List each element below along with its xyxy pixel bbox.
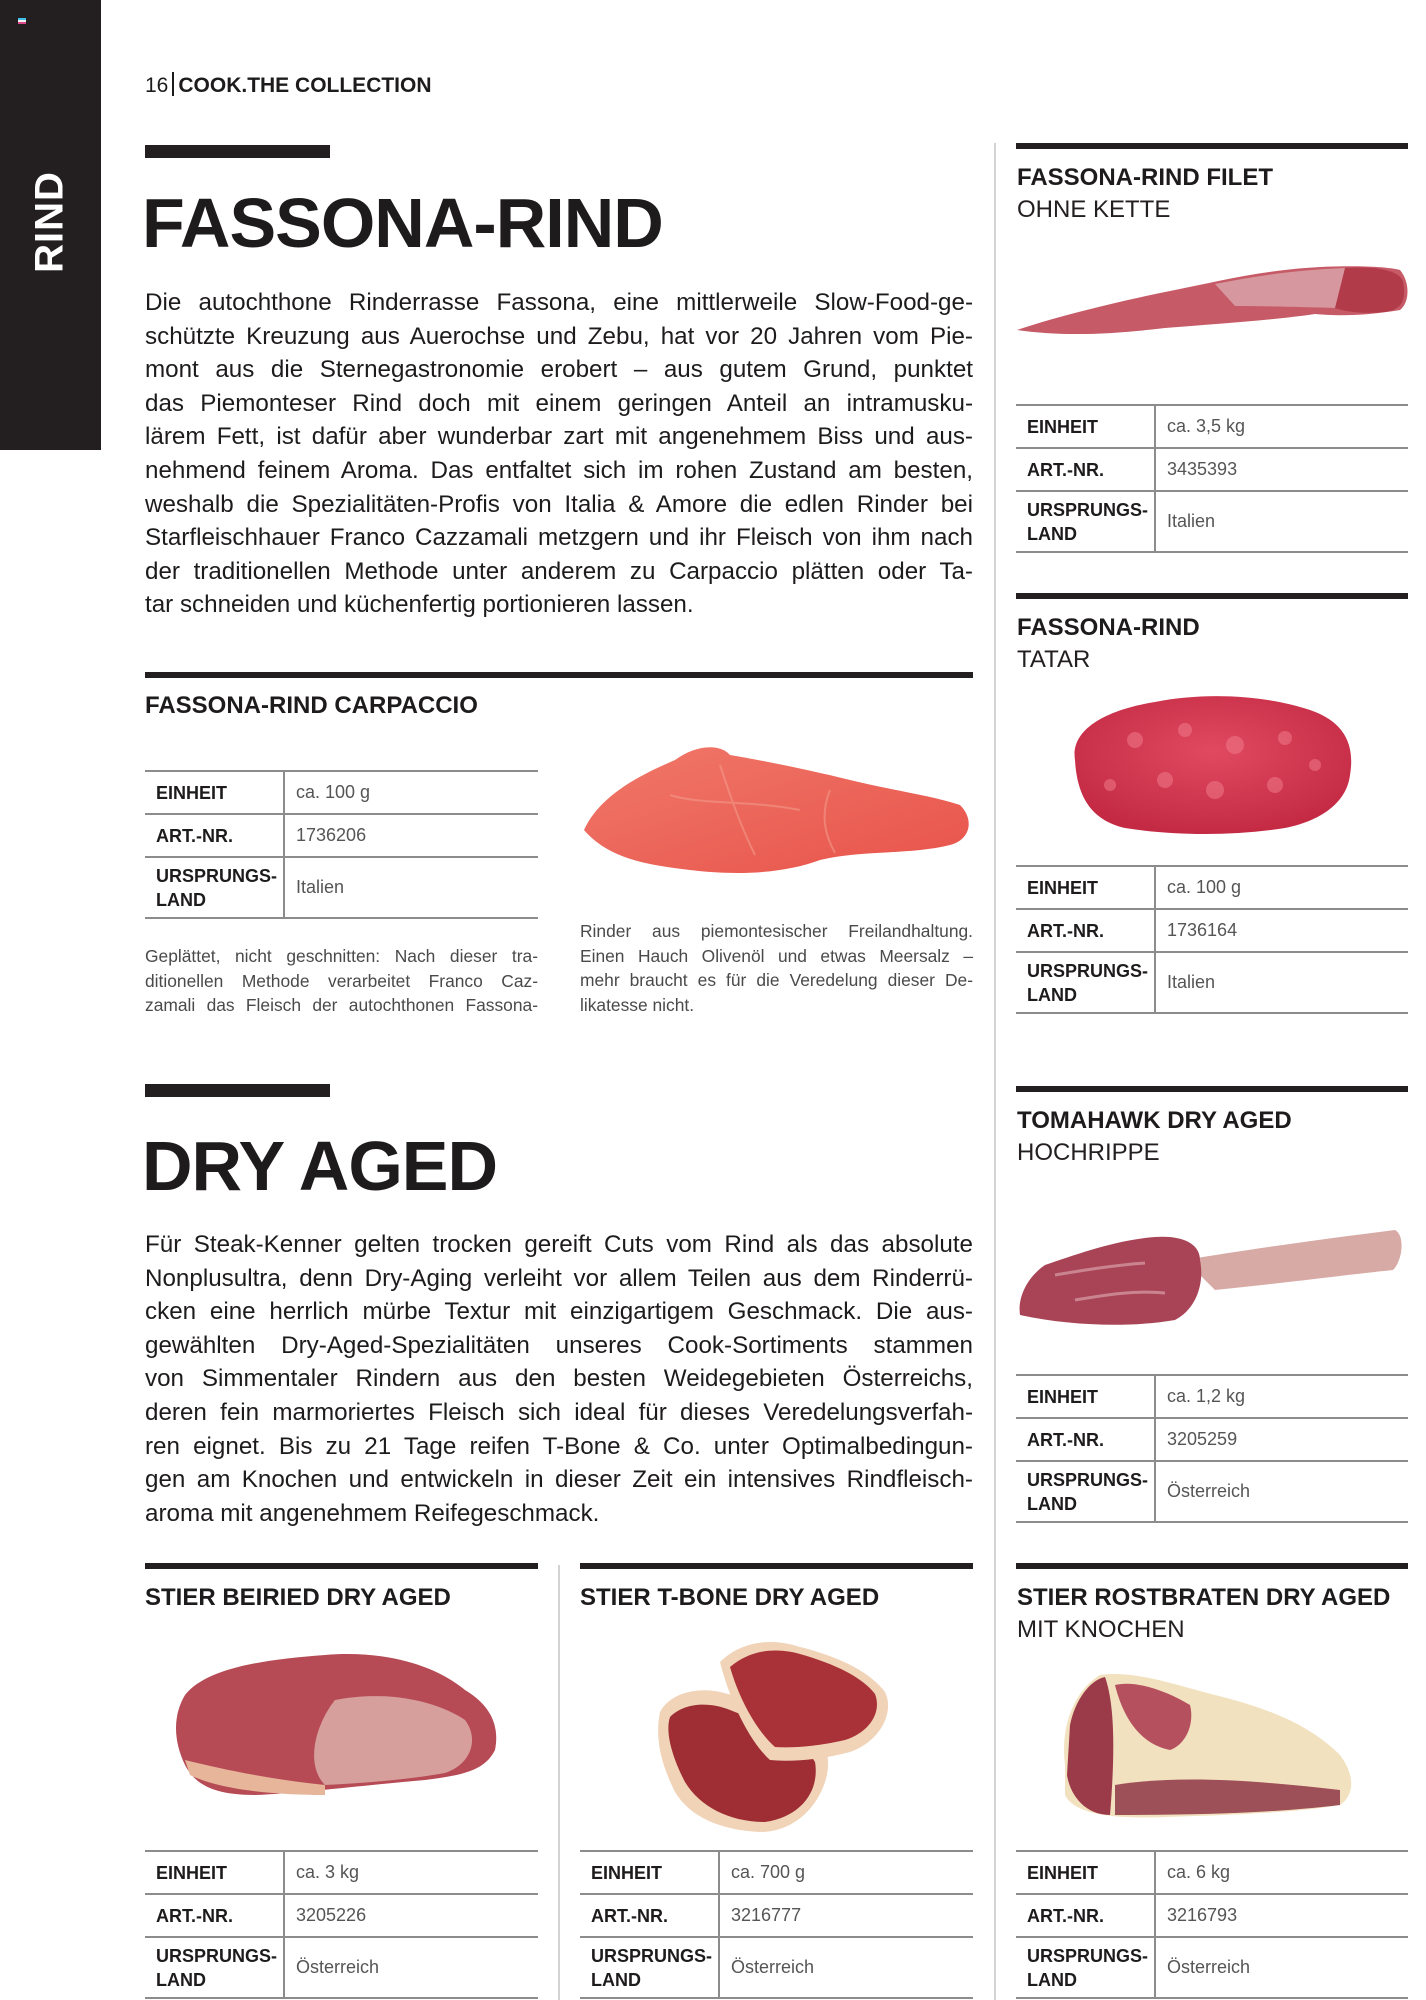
beiried-meat-image [165,1645,505,1800]
lead-line: deren fein marmoriertes Fleisch sich ideal für dieses Veredelungsverfah- [145,1398,973,1426]
spec-value-origin: Italien [284,857,538,918]
spec-label-unit: EINHEIT [1016,866,1155,909]
note-line: Geplättet, nicht geschnitten: Nach dieser tra- [145,946,538,966]
spec-value-art-nr: 1736206 [284,814,538,857]
lead-line: mont aus die Sternegastronomie erobert – aus gutem Grund, punktet [145,356,973,384]
spec-label-art-nr: ART.-NR. [1016,909,1155,952]
note-line: ditionellen Methode verarbeitet Franco Caz- [145,970,538,991]
spec-label-art-nr: ART.-NR. [145,1894,284,1937]
product-bar [145,1563,538,1569]
note-line: zamali das Fleisch der autochthonen Fassona- [145,995,538,1016]
spec-value-art-nr: 3216793 [1155,1894,1408,1937]
section-bar [145,1084,330,1097]
tbone-meat-image [650,1632,900,1837]
lead-line: Starfleischhauer Franco Cazzamali metzgern und ihr Fleisch von ihm nach [145,524,973,552]
lead-line: gewählten Dry-Aged-Spezialitäten unseres Cook-Sortiments stammen [145,1331,973,1359]
lead-line: aroma mit angenehmem Reifegeschmack. [145,1499,600,1527]
spec-label-origin: URSPRUNGS- LAND [1016,491,1155,552]
lead-line: tar schneiden und küchenfertig portionieren lassen. [145,591,694,619]
spec-label-unit: EINHEIT [145,1851,284,1894]
spec-value-unit: ca. 700 g [719,1851,973,1894]
note-line: mehr braucht es für die Veredelung dieser De- [580,970,973,991]
lead-line: cken eine herrlich mürbe Textur mit einzigartigem Geschmack. Die aus- [145,1298,973,1326]
lead-line: das Piemonteser Rind doch mit einem geringen Anteil an intramusku- [145,389,973,417]
spec-table-beiried [145,1850,538,1999]
spec-table-carpaccio [145,770,538,919]
carpaccio-meat-image [580,735,975,885]
spec-label-origin: URSPRUNGS- LAND [1016,1461,1155,1522]
product-bar [145,672,973,678]
dry-aged-lead-text [145,1228,973,1530]
product-subtitle-tatar: TATAR [1017,646,1091,673]
lead-line: gen am Knochen und entwickeln in dieser Zeit ein intensives Rindfleisch- [145,1466,973,1494]
spec-label-art-nr: ART.-NR. [1016,1418,1155,1461]
spec-value-unit: ca. 100 g [1155,866,1408,909]
product-subtitle-tomahawk: HOCHRIPPE [1017,1139,1160,1166]
product-bar [580,1563,973,1569]
rostbraten-meat-image [1055,1665,1375,1825]
spec-value-origin: Österreich [1155,1937,1408,1998]
column-divider [558,1565,560,2000]
spec-table-tomahawk [1016,1374,1408,1523]
product-title-tomahawk: TOMAHAWK DRY AGED [1017,1107,1292,1134]
page-number: 16 [145,74,169,97]
spec-value-origin: Österreich [284,1937,538,1998]
spec-label-unit: EINHEIT [1016,1375,1155,1418]
column-divider [994,143,996,2000]
lead-line: schützte Kreuzung aus Auerochse und Zebu, hat vor 20 Jahren vom Pie- [145,322,973,350]
spec-table-tbone [580,1850,973,1999]
spec-label-origin: URSPRUNGS- LAND [145,1937,284,1998]
spec-label-origin: URSPRUNGS- LAND [145,857,284,918]
spec-value-unit: ca. 6 kg [1155,1851,1408,1894]
product-subtitle-rostbraten: MIT KNOCHEN [1017,1616,1185,1643]
product-title-beiried: STIER BEIRIED DRY AGED [145,1584,451,1611]
spec-label-unit: EINHEIT [580,1851,719,1894]
spec-label-art-nr: ART.-NR. [1016,448,1155,491]
spec-table-rostbraten [1016,1850,1408,1999]
note-line: Einen Hauch Olivenöl und etwas Meersalz – [580,945,973,966]
tomahawk-meat-image [1015,1215,1410,1330]
product-bar [1016,1086,1408,1092]
spec-value-origin: Österreich [719,1937,973,1998]
note-line: Rinder aus piemontesischer Freilandhaltung. [580,921,973,941]
product-bar [1016,593,1408,599]
fassona-lead-text [145,286,973,622]
spec-value-art-nr: 3205226 [284,1894,538,1937]
product-title-tatar: FASSONA-RIND [1017,614,1200,641]
spec-value-art-nr: 1736164 [1155,909,1408,952]
spec-value-art-nr: 3216777 [719,1894,973,1937]
spec-label-art-nr: ART.-NR. [145,814,284,857]
lead-line: der traditionellen Methode unter anderem zu Carpaccio plätten oder Ta- [145,557,973,585]
lead-line: von Simmentaler Rindern aus den besten Weidegebieten Österreichs, [145,1365,973,1393]
product-bar [1016,1563,1408,1569]
spec-label-art-nr: ART.-NR. [580,1894,719,1937]
tatar-meat-image [1065,690,1355,835]
spec-label-unit: EINHEIT [1016,405,1155,448]
spec-label-origin: URSPRUNGS- LAND [1016,952,1155,1013]
product-title-tbone: STIER T-BONE DRY AGED [580,1584,880,1611]
spec-label-origin: URSPRUNGS- LAND [580,1937,719,1998]
spec-value-origin: Italien [1155,491,1408,552]
product-subtitle-filet: OHNE KETTE [1017,196,1171,223]
product-title-carpaccio: FASSONA-RIND CARPACCIO [145,692,478,719]
spec-value-origin: Italien [1155,952,1408,1013]
section-label: RIND [27,171,72,273]
spec-label-unit: EINHEIT [145,771,284,814]
spec-value-unit: ca. 3 kg [284,1851,538,1894]
lead-line: ren eignet. Bis zu 21 Tage reifen T-Bone & Co. unter Optimalbedingun- [145,1432,973,1460]
lead-line: Für Steak-Kenner gelten trocken gereift Cuts vom Rind als das absolute [145,1231,973,1258]
lead-line: lärem Fett, ist dafür aber wunderbar zart mit angenehmem Biss und aus- [145,423,973,451]
filet-meat-image [1015,262,1410,344]
color-marker-icon [18,18,26,24]
spec-value-unit: ca. 3,5 kg [1155,405,1408,448]
header-separator [172,72,174,96]
spec-table-tatar [1016,865,1408,1014]
spec-label-unit: EINHEIT [1016,1851,1155,1894]
section-title-dry-aged: DRY AGED [142,1127,498,1205]
publication-title: COOK.THE COLLECTION [178,74,432,97]
note-line: likatesse nicht. [580,994,695,1015]
page-header [145,72,432,98]
section-sidebar [0,0,101,450]
spec-value-unit: ca. 1,2 kg [1155,1375,1408,1418]
spec-value-art-nr: 3435393 [1155,448,1408,491]
carpaccio-note-right [580,919,973,1017]
spec-value-art-nr: 3205259 [1155,1418,1408,1461]
spec-value-unit: ca. 100 g [284,771,538,814]
product-title-filet: FASSONA-RIND FILET [1017,164,1273,191]
lead-line: Die autochthone Rinderrasse Fassona, eine mittlerweile Slow-Food-ge- [145,289,973,316]
spec-value-origin: Österreich [1155,1461,1408,1522]
section-bar [145,145,330,158]
lead-line: Nonplusultra, denn Dry-Aging verleiht vor allem Teilen aus dem Rinderrü- [145,1264,973,1292]
product-bar [1016,143,1408,149]
lead-line: weshalb die Spezialitäten-Profis von Italia & Amore die edlen Rinder bei [145,490,973,518]
lead-line: nehmend feinem Aroma. Das entfaltet sich im rohen Zustand am besten, [145,456,973,484]
carpaccio-note-left [145,944,538,1018]
spec-label-art-nr: ART.-NR. [1016,1894,1155,1937]
spec-table-filet [1016,404,1408,553]
product-title-rostbraten: STIER ROSTBRATEN DRY AGED [1017,1584,1391,1611]
section-title-fassona: FASSONA-RIND [142,184,663,262]
spec-label-origin: URSPRUNGS- LAND [1016,1937,1155,1998]
